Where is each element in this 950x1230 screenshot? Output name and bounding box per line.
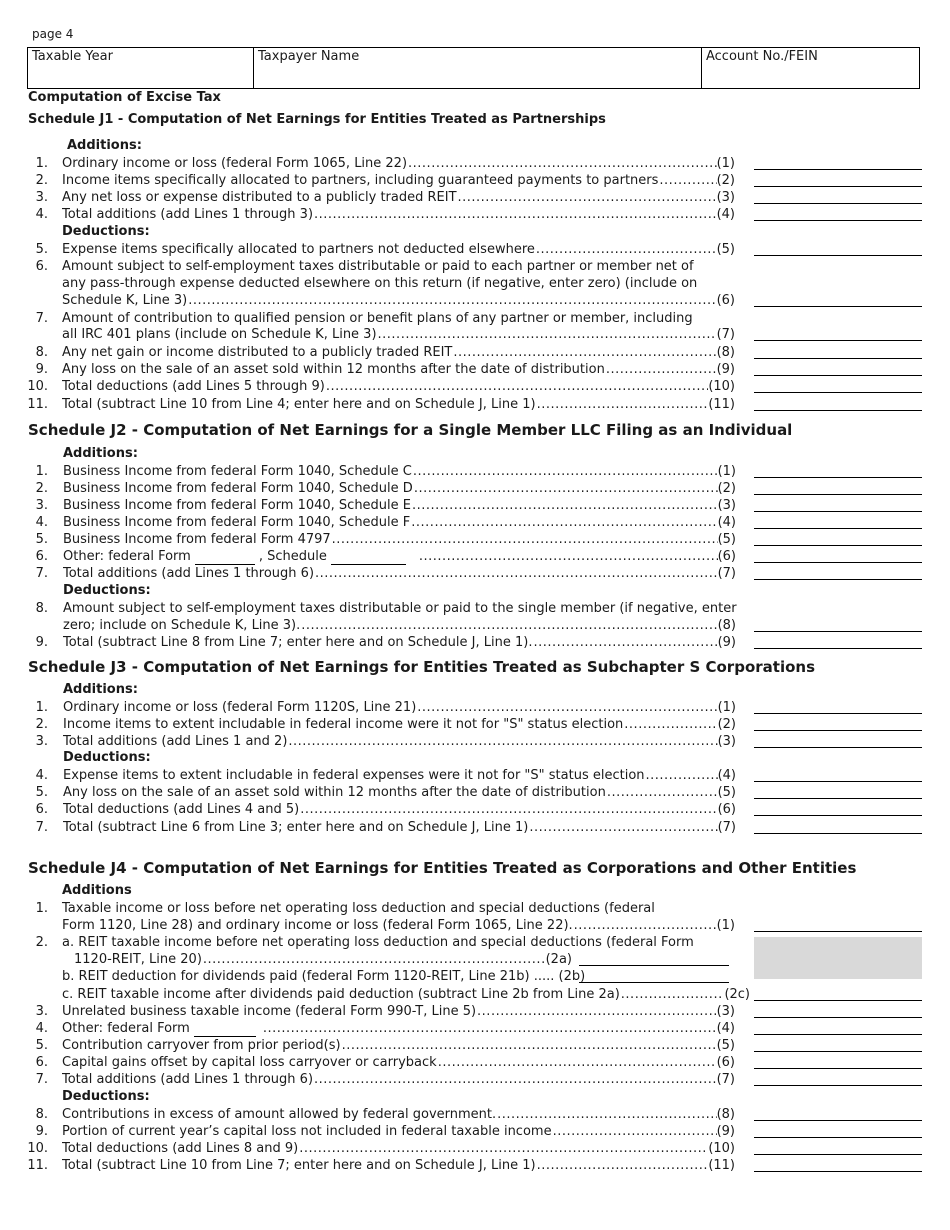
j4-line-3-entry[interactable] <box>754 1017 922 1018</box>
taxpayer-header-box <box>27 47 920 89</box>
line-text: 1120-REIT, Line 20) <box>74 952 202 967</box>
j1-line-3 <box>0 189 950 206</box>
j4-line-2a <box>0 951 950 968</box>
line-code: (8) <box>716 1107 735 1122</box>
line-text: Contributions in excess of amount allowed by federal government. <box>62 1107 497 1122</box>
line-code: (10) <box>708 1141 735 1156</box>
j3-line-6-entry[interactable] <box>754 815 922 816</box>
j4-line-2b-entry[interactable] <box>579 982 729 983</box>
j1-line-1-entry[interactable] <box>754 169 922 170</box>
j3-line-5 <box>0 784 950 801</box>
j4-line-11 <box>0 1157 950 1174</box>
j2-line-6-entry[interactable] <box>754 562 922 563</box>
line-code: (8) <box>716 345 735 360</box>
line-text: Total deductions (add Lines 5 through 9) <box>62 379 325 394</box>
j3-line-4-entry[interactable] <box>754 781 922 782</box>
j1-line-8-entry[interactable] <box>754 358 922 359</box>
line-code: (6) <box>717 802 736 817</box>
line-text: a. REIT taxable income before net operating loss deduction and special deductions (federal Form <box>62 935 694 950</box>
j4-line-10 <box>0 1140 950 1157</box>
j4-line-8 <box>0 1106 950 1123</box>
line-text: Total additions (add Lines 1 and 2) <box>63 734 288 749</box>
line-text: Amount of contribution to qualified pension or benefit plans of any partner or member, including <box>62 311 693 326</box>
j3-additions-label: Additions: <box>63 682 138 697</box>
j4-line-4-entry[interactable] <box>754 1034 922 1035</box>
line-text: Form 1120, Line 28) and ordinary income or loss (federal Form 1065, Line 22). <box>62 918 573 933</box>
line-text: Other: federal Form <box>63 549 191 564</box>
j4-line-2a-entry[interactable] <box>579 965 729 966</box>
line-text: Amount subject to self-employment taxes distributable or paid to each partner or member net of <box>62 259 694 274</box>
j3-line-1 <box>0 699 950 716</box>
j2-line-3 <box>0 497 950 514</box>
line-code: (6) <box>716 1055 735 1070</box>
line-number: 2. <box>35 717 48 732</box>
j1-additions-label: Additions: <box>67 138 142 153</box>
j4-line-4 <box>0 1020 950 1037</box>
line-text: Total deductions (add Lines 8 and 9) <box>62 1141 299 1156</box>
j1-line-6a <box>0 258 950 275</box>
j2-line-2-entry[interactable] <box>754 494 922 495</box>
line-text: Other: federal Form <box>62 1021 190 1036</box>
line-text: Any net loss or expense distributed to a publicly traded REIT <box>62 190 457 205</box>
j1-line-6b <box>0 275 950 292</box>
j4-line-5-entry[interactable] <box>754 1051 922 1052</box>
line-number: 11. <box>27 397 48 412</box>
j1-line-6-entry[interactable] <box>754 306 922 307</box>
j2-line-5 <box>0 531 950 548</box>
line-number: 6. <box>35 802 48 817</box>
j1-line-3-entry[interactable] <box>754 203 922 204</box>
line-code: (2) <box>716 173 735 188</box>
line-text: Contribution carryover from prior period(s) <box>62 1038 341 1053</box>
line-code: (8) <box>717 618 736 633</box>
j4-line-8-entry[interactable] <box>754 1120 922 1121</box>
line-text: zero; include on Schedule K, Line 3). <box>63 618 301 633</box>
line-text: Any loss on the sale of an asset sold within 12 months after the date of distribution <box>63 785 606 800</box>
j1-line-5 <box>0 241 950 258</box>
j1-line-9-entry[interactable] <box>754 375 922 376</box>
line-text: c. REIT taxable income after dividends paid deduction (subtract Line 2b from Line 2a) <box>62 987 620 1002</box>
line-text: Unrelated business taxable income (federal Form 990-T, Line 5) <box>62 1004 477 1019</box>
taxpayer-name-label: Taxpayer Name <box>258 49 360 64</box>
line-number: 9. <box>35 635 48 650</box>
j2-line-8 <box>0 617 950 634</box>
line-text: Expense items specifically allocated to partners not deducted elsewhere <box>62 242 535 257</box>
line-text: Business Income from federal Form 1040, Schedule C <box>63 464 412 479</box>
line-number: 1. <box>35 901 48 916</box>
j1-deductions-label: Deductions: <box>62 224 150 239</box>
line-text: Total (subtract Line 10 from Line 4; enter here and on Schedule J, Line 1) <box>62 397 536 412</box>
line-number: 6. <box>35 549 48 564</box>
j4-line-2c-entry[interactable] <box>754 1000 922 1001</box>
line-text: Schedule K, Line 3) <box>62 293 188 308</box>
j2-additions-label: Additions: <box>63 446 138 461</box>
j3-line-3-entry[interactable] <box>754 747 922 748</box>
j1-line-7 <box>0 326 950 343</box>
j1-line-4-entry[interactable] <box>754 220 922 221</box>
line-number: 2. <box>35 481 48 496</box>
line-text: Capital gains offset by capital loss carryover or carryback <box>62 1055 437 1070</box>
j4-line-1a <box>0 900 950 917</box>
j1-line-1 <box>0 155 950 172</box>
j3-line-5-entry[interactable] <box>754 798 922 799</box>
j3-line-1-entry[interactable] <box>754 713 922 714</box>
j3-line-2-entry[interactable] <box>754 730 922 731</box>
j2-line-4 <box>0 514 950 531</box>
j1-line-8 <box>0 344 950 361</box>
line-text: Total deductions (add Lines 4 and 5) <box>63 802 300 817</box>
line-code: (4) <box>716 207 735 222</box>
line-text: any pass-through expense deducted elsewhere on this return (if negative, enter zero) (include on <box>62 276 698 291</box>
j4-line-7 <box>0 1071 950 1088</box>
line-code: (5) <box>717 532 736 547</box>
line-number: 10. <box>27 379 48 394</box>
taxable-year-label: Taxable Year <box>32 49 113 64</box>
line-code: (7) <box>716 327 735 342</box>
j3-line-6 <box>0 801 950 818</box>
line-code: (4) <box>716 1021 735 1036</box>
j3-line-3 <box>0 733 950 750</box>
taxable-year-field[interactable] <box>28 48 254 88</box>
line-number: 7. <box>35 1072 48 1087</box>
line-code: (9) <box>716 362 735 377</box>
j1-line-6 <box>0 292 950 309</box>
j3-line-7-entry[interactable] <box>754 833 922 834</box>
line-code: (5) <box>716 242 735 257</box>
j2-line-5-entry[interactable] <box>754 545 922 546</box>
line-number: 7. <box>35 311 48 326</box>
line-text: Total (subtract Line 10 from Line 7; enter here and on Schedule J, Line 1) <box>62 1158 536 1173</box>
j1-line-11 <box>0 396 950 413</box>
j4-line-3 <box>0 1003 950 1020</box>
line-code: (6) <box>717 549 736 564</box>
line-text: Taxable income or loss before net operating loss deduction and special deductions (federal <box>62 901 655 916</box>
line-code: (3) <box>716 1004 735 1019</box>
line-text: Expense items to extent includable in federal expenses were it not for "S" status election <box>63 768 645 783</box>
line-number: 8. <box>35 601 48 616</box>
j4-line-2c <box>0 986 950 1003</box>
line-text: Total additions (add Lines 1 through 6) <box>62 1072 314 1087</box>
line-code: (2c) <box>724 987 750 1002</box>
j2-line-4-entry[interactable] <box>754 528 922 529</box>
line-number: 11. <box>27 1158 48 1173</box>
j1-line-7a <box>0 310 950 327</box>
j4-line-7-entry[interactable] <box>754 1085 922 1086</box>
j2-line-8-entry[interactable] <box>754 631 922 632</box>
schedule-j3-heading: Schedule J3 - Computation of Net Earnings for Entities Treated as Subchapter S Corporations <box>28 658 815 676</box>
j3-line-7 <box>0 819 950 836</box>
taxpayer-name-field[interactable] <box>254 48 702 88</box>
account-no-field[interactable] <box>702 48 919 88</box>
line-code: (5) <box>716 1038 735 1053</box>
line-text: Ordinary income or loss (federal Form 1120S, Line 21) <box>63 700 417 715</box>
line-code: (7) <box>717 820 736 835</box>
line-number: 3. <box>35 190 48 205</box>
line-number: 6. <box>35 1055 48 1070</box>
line-number: 4. <box>35 768 48 783</box>
j1-line-5-entry[interactable] <box>754 255 922 256</box>
line-code: (1) <box>716 918 735 933</box>
j2-line-7-entry[interactable] <box>754 579 922 580</box>
j2-line-9 <box>0 634 950 651</box>
page-title: Computation of Excise Tax <box>28 90 221 105</box>
j3-line-4 <box>0 767 950 784</box>
line-number: 10. <box>27 1141 48 1156</box>
line-number: 6. <box>35 259 48 274</box>
line-number: 5. <box>35 785 48 800</box>
line-code: (3) <box>716 190 735 205</box>
line-text: Ordinary income or loss (federal Form 1065, Line 22) <box>62 156 408 171</box>
line-number: 5. <box>35 532 48 547</box>
line-number: 8. <box>35 1107 48 1122</box>
j4-line-9-entry[interactable] <box>754 1137 922 1138</box>
line-number: 4. <box>35 515 48 530</box>
line-code: (1) <box>716 156 735 171</box>
j3-line-2 <box>0 716 950 733</box>
line-number: 4. <box>35 207 48 222</box>
account-no-label: Account No./FEIN <box>706 49 818 64</box>
line-number: 1. <box>35 464 48 479</box>
line-text: Business Income from federal Form 1040, Schedule E <box>63 498 412 513</box>
j1-line-10 <box>0 378 950 395</box>
schedule-j1-heading: Schedule J1 - Computation of Net Earnings for Entities Treated as Partnerships <box>28 112 606 127</box>
line-text: Business Income from federal Form 1040, Schedule F <box>63 515 411 530</box>
line-number: 8. <box>35 345 48 360</box>
line-number: 5. <box>35 242 48 257</box>
j2-line-9-entry[interactable] <box>754 648 922 649</box>
j1-line-11-entry[interactable] <box>754 410 922 411</box>
line-text: b. REIT deduction for dividends paid (federal Form 1120-REIT, Line 21b) ..... (2b) <box>62 969 586 984</box>
j4-line-6-entry[interactable] <box>754 1068 922 1069</box>
line-number: 3. <box>35 1004 48 1019</box>
line-text: Amount subject to self-employment taxes distributable or paid to the single member (if negative, enter <box>63 601 737 616</box>
line-code: (7) <box>717 566 736 581</box>
j1-line-7-entry[interactable] <box>754 340 922 341</box>
j4-line-2b <box>0 968 950 985</box>
j4-other-form-input[interactable] <box>194 1020 256 1037</box>
schedule-j2-heading: Schedule J2 - Computation of Net Earnings for a Single Member LLC Filing as an Individual <box>28 421 793 439</box>
line-text: Income items to extent includable in federal income were it not for "S" status election <box>63 717 624 732</box>
line-code: (9) <box>716 1124 735 1139</box>
line-number: 9. <box>35 1124 48 1139</box>
line-number: 2. <box>35 935 48 950</box>
j2-line-6 <box>0 548 950 565</box>
line-number: 1. <box>35 700 48 715</box>
line-text: Business Income from federal Form 1040, Schedule D <box>63 481 413 496</box>
j2-line-7 <box>0 565 950 582</box>
line-code: (2) <box>717 481 736 496</box>
j1-line-10-entry[interactable] <box>754 392 922 393</box>
line-code: (5) <box>717 785 736 800</box>
j2-line-1-entry[interactable] <box>754 477 922 478</box>
j1-line-2 <box>0 172 950 189</box>
j4-line-5 <box>0 1037 950 1054</box>
j4-line-9 <box>0 1123 950 1140</box>
j2-line-3-entry[interactable] <box>754 511 922 512</box>
j4-line-6 <box>0 1054 950 1071</box>
line-code: (4) <box>717 515 736 530</box>
line-text: Portion of current year’s capital loss not included in federal taxable income <box>62 1124 552 1139</box>
line-code: (9) <box>717 635 736 650</box>
j1-line-4 <box>0 206 950 223</box>
j4-line-10-entry[interactable] <box>754 1154 922 1155</box>
j3-deductions-label: Deductions: <box>63 750 151 765</box>
j4-deductions-label: Deductions: <box>62 1089 150 1104</box>
line-number: 5. <box>35 1038 48 1053</box>
line-text: Any loss on the sale of an asset sold within 12 months after the date of distribution <box>62 362 605 377</box>
line-code: (4) <box>717 768 736 783</box>
line-code: (10) <box>708 379 735 394</box>
line-code: (11) <box>708 1158 735 1173</box>
line-number: 3. <box>35 734 48 749</box>
line-number: 7. <box>35 566 48 581</box>
line-text: Business Income from federal Form 4797 <box>63 532 331 547</box>
line-number: 2. <box>35 173 48 188</box>
line-code: (3) <box>717 498 736 513</box>
line-code: (2) <box>717 717 736 732</box>
page-number: page 4 <box>32 27 74 41</box>
line-code: (2a) <box>545 952 572 967</box>
j1-line-9 <box>0 361 950 378</box>
line-code: (11) <box>708 397 735 412</box>
line-text: Income items specifically allocated to partners, including guaranteed payments to partners <box>62 173 659 188</box>
schedule-j4-heading: Schedule J4 - Computation of Net Earnings for Entities Treated as Corporations and Other Entities <box>28 859 857 877</box>
line-text: Total additions (add Lines 1 through 3) <box>62 207 314 222</box>
line-code: (6) <box>716 293 735 308</box>
j2-line-2 <box>0 480 950 497</box>
j4-additions-label: Additions <box>62 883 132 898</box>
line-number: 1. <box>35 156 48 171</box>
j4-line-1-entry[interactable] <box>754 931 922 932</box>
line-code: (7) <box>716 1072 735 1087</box>
line-text: Total additions (add Lines 1 through 6) <box>63 566 315 581</box>
j2-line-1 <box>0 463 950 480</box>
line-text: all IRC 401 plans (include on Schedule K, Line 3) <box>62 327 377 342</box>
j4-line-11-entry[interactable] <box>754 1171 922 1172</box>
j2-deductions-label: Deductions: <box>63 583 151 598</box>
j2-other-schedule-input[interactable] <box>331 548 406 565</box>
line-number: 3. <box>35 498 48 513</box>
line-text: , Schedule <box>258 549 327 564</box>
j4-line-1 <box>0 917 950 934</box>
j2-line-8a <box>0 600 950 617</box>
line-text: Any net gain or income distributed to a publicly traded REIT <box>62 345 453 360</box>
j2-other-form-input[interactable] <box>195 548 255 565</box>
line-code: (1) <box>717 464 736 479</box>
line-number: 9. <box>35 362 48 377</box>
line-text: Total (subtract Line 8 from Line 7; enter here and on Schedule J, Line 1). <box>63 635 533 650</box>
line-number: 4. <box>35 1021 48 1036</box>
line-text: Total (subtract Line 6 from Line 3; enter here and on Schedule J, Line 1) <box>63 820 529 835</box>
line-code: (1) <box>717 700 736 715</box>
line-number: 7. <box>35 820 48 835</box>
line-code: (3) <box>717 734 736 749</box>
j1-line-2-entry[interactable] <box>754 186 922 187</box>
